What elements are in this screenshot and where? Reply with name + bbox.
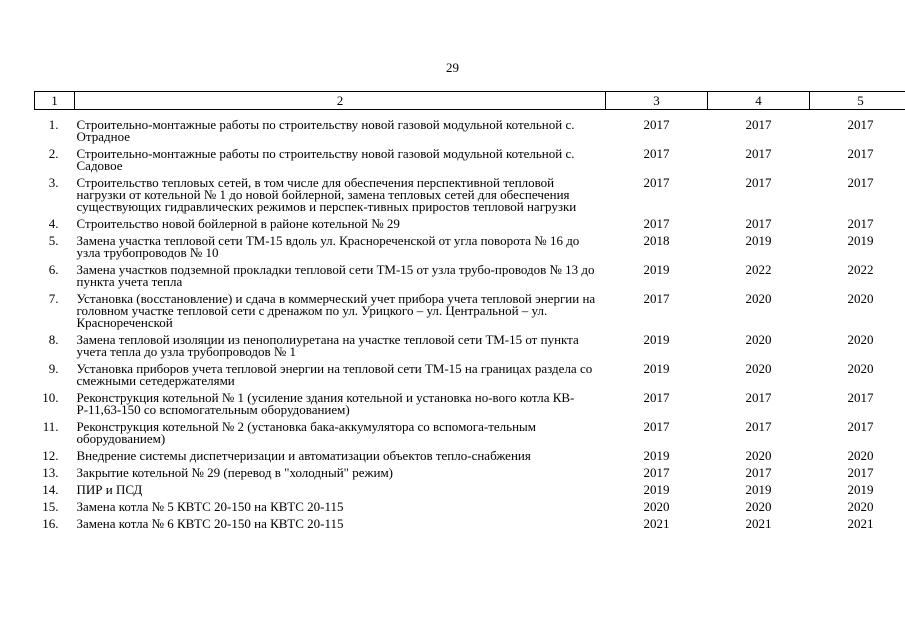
row-description: Закрытие котельной № 29 (перевод в "холодный" режим) <box>76 465 394 480</box>
row-description: ПИР и ПСД <box>76 482 143 497</box>
row-number: 15. <box>42 499 59 514</box>
row-col-3: 2017 <box>643 390 670 405</box>
row-col-3: 2018 <box>643 233 670 248</box>
row-number: 5. <box>48 233 59 248</box>
row-number: 2. <box>48 146 59 161</box>
row-col-4: 2022 <box>745 262 772 277</box>
row-col-4: 2017 <box>745 419 772 434</box>
row-col-5: 2022 <box>847 262 874 277</box>
row-col-3: 2017 <box>643 465 670 480</box>
header-col-4: 4 <box>708 92 810 110</box>
row-col-4: 2017 <box>745 390 772 405</box>
row-description: Замена участка тепловой сети ТМ-15 вдоль ул. Краснореченской от угла поворота № 16 до узла трубопроводов № 10 <box>76 233 580 260</box>
table-row <box>35 462 905 479</box>
row-description: Установка приборов учета тепловой энергии на тепловой сети ТМ-15 на границах раздела со смежными сетедержателями <box>76 361 593 388</box>
row-number: 7. <box>48 291 59 306</box>
row-col-5: 2021 <box>847 516 874 531</box>
table-row <box>35 172 905 213</box>
row-col-3: 2017 <box>643 117 670 132</box>
row-col-3: 2017 <box>643 419 670 434</box>
table-row <box>35 329 905 358</box>
row-number: 9. <box>48 361 59 376</box>
row-col-3: 2019 <box>643 482 670 497</box>
row-col-3: 2019 <box>643 262 670 277</box>
row-col-5: 2020 <box>847 448 874 463</box>
row-col-4: 2020 <box>745 361 772 376</box>
page-number: 29 <box>446 60 459 75</box>
row-number: 14. <box>42 482 59 497</box>
row-description: Реконструкция котельной № 2 (установка бака-аккумулятора со вспомога-тельным оборудованием) <box>76 419 537 446</box>
row-col-4: 2017 <box>745 216 772 231</box>
row-description: Замена участков подземной прокладки тепловой сети ТМ-15 от узла трубо-проводов № 13 до пункта учета тепла <box>76 262 595 289</box>
row-col-5: 2019 <box>847 233 874 248</box>
row-number: 11. <box>42 419 59 434</box>
row-description: Реконструкция котельной № 1 (усиление здания котельной и установка но-вого котла КВ-Р-11,63-150 со вспомогательным оборудованием) <box>76 390 575 417</box>
row-col-4: 2019 <box>745 233 772 248</box>
row-description: Строительно-монтажные работы по строительству новой газовой модульной котельной с. Садовое <box>76 146 575 173</box>
row-description: Строительно-монтажные работы по строительству новой газовой модульной котельной с. Отрадное <box>76 117 575 144</box>
row-description: Строительство новой бойлерной в районе котельной № 29 <box>76 216 400 231</box>
table-row <box>35 387 905 416</box>
row-col-3: 2017 <box>643 291 670 306</box>
row-col-5: 2020 <box>847 361 874 376</box>
header-col-5: 5 <box>810 92 905 110</box>
row-col-4: 2021 <box>745 516 772 531</box>
table-row <box>35 445 905 462</box>
table-row <box>35 213 905 230</box>
row-number: 1. <box>48 117 59 132</box>
table-row <box>35 358 905 387</box>
row-description: Строительство тепловых сетей, в том числе для обеспечения перспективной тепловой нагрузки от котельной № 1 до новой бойлерной, замена тепловых сетей для обеспечения существующих гидравлических режимов и перспек-тивных приростов тепловой нагрузки <box>76 175 577 214</box>
row-col-5: 2017 <box>847 419 874 434</box>
row-description: Внедрение системы диспетчеризации и автоматизации объектов тепло-снабжения <box>76 448 531 463</box>
header-col-3: 3 <box>606 92 708 110</box>
row-number: 4. <box>48 216 59 231</box>
row-col-5: 2017 <box>847 175 874 190</box>
row-col-4: 2017 <box>745 146 772 161</box>
table-row <box>35 110 905 144</box>
row-col-4: 2017 <box>745 465 772 480</box>
row-col-3: 2017 <box>643 175 670 190</box>
row-description: Замена тепловой изоляции из пенополиуретана на участке тепловой сети ТМ-15 от пункта учета тепла до узла трубопроводов № 1 <box>76 332 579 359</box>
row-col-4: 2017 <box>745 117 772 132</box>
row-col-5: 2020 <box>847 291 874 306</box>
row-col-4: 2020 <box>745 291 772 306</box>
table-row <box>35 496 905 513</box>
row-col-4: 2020 <box>745 332 772 347</box>
row-col-3: 2017 <box>643 216 670 231</box>
row-col-3: 2020 <box>643 499 670 514</box>
row-col-5: 2017 <box>847 390 874 405</box>
row-col-3: 2021 <box>643 516 670 531</box>
row-col-3: 2017 <box>643 146 670 161</box>
row-number: 10. <box>42 390 59 405</box>
table-row <box>35 479 905 496</box>
row-description: Замена котла № 6 КВТС 20-150 на КВТС 20-115 <box>76 516 344 531</box>
measures-table <box>34 91 905 530</box>
row-col-5: 2017 <box>847 216 874 231</box>
table-row <box>35 513 905 530</box>
row-number: 6. <box>48 262 59 277</box>
row-col-4: 2017 <box>745 175 772 190</box>
table-row <box>35 230 905 259</box>
row-description: Замена котла № 5 КВТС 20-150 на КВТС 20-115 <box>76 499 344 514</box>
row-number: 13. <box>42 465 59 480</box>
table-row <box>35 416 905 445</box>
table-row <box>35 259 905 288</box>
header-row <box>35 92 905 110</box>
row-number: 12. <box>42 448 59 463</box>
row-col-5: 2017 <box>847 146 874 161</box>
row-col-5: 2017 <box>847 465 874 480</box>
table-row <box>35 143 905 172</box>
row-col-3: 2019 <box>643 448 670 463</box>
row-number: 16. <box>42 516 59 531</box>
row-col-5: 2020 <box>847 332 874 347</box>
table-header <box>35 92 905 110</box>
row-col-4: 2019 <box>745 482 772 497</box>
table-row <box>35 288 905 329</box>
row-description: Установка (восстановление) и сдача в коммерческий учет прибора учета тепловой энергии на головном участке тепловой сети с дренажом по ул. Урицкого – ул. Центральной – ул. Краснореченской <box>76 291 596 330</box>
row-col-5: 2019 <box>847 482 874 497</box>
row-number: 3. <box>48 175 59 190</box>
table-body <box>35 110 905 531</box>
row-col-3: 2019 <box>643 361 670 376</box>
header-col-1: 1 <box>35 92 75 110</box>
header-col-2: 2 <box>75 92 606 110</box>
row-col-4: 2020 <box>745 448 772 463</box>
row-col-4: 2020 <box>745 499 772 514</box>
row-col-3: 2019 <box>643 332 670 347</box>
row-number: 8. <box>48 332 59 347</box>
row-col-5: 2020 <box>847 499 874 514</box>
row-col-5: 2017 <box>847 117 874 132</box>
